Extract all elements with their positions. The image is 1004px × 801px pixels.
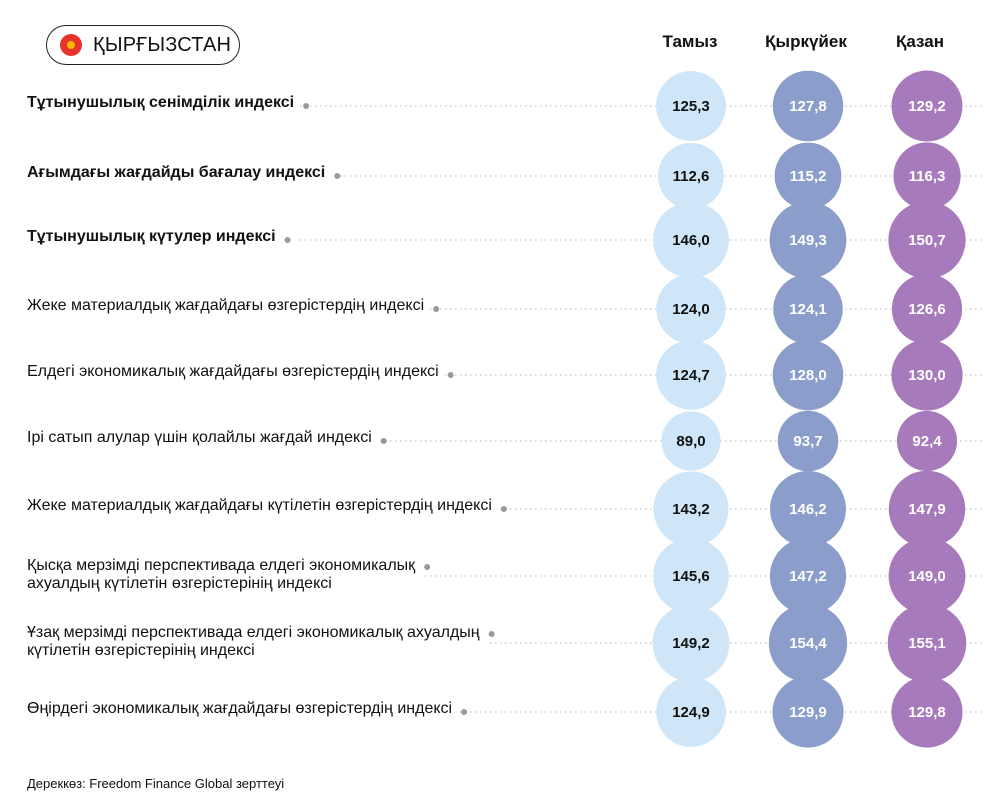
bubble-value-label: 149,0: [908, 568, 946, 585]
row-label: [27, 429, 378, 447]
row-marker-dot: [334, 173, 340, 179]
bubble-value-label: 89,0: [676, 433, 706, 450]
bubble-value-label: 155,1: [908, 635, 946, 652]
row-label-line: Ағымдағы жағдайды бағалау индексі: [27, 164, 326, 181]
month-header-october: Қазан: [896, 32, 944, 51]
bubble-value-label: 150,7: [908, 232, 946, 249]
bubble-value-label: 92,4: [912, 433, 942, 450]
bubble-value-label: 147,2: [789, 568, 827, 585]
row-label-line: ахуалдың күтілетін өзгерістерінің индексі: [27, 575, 332, 592]
row-marker-dot: [424, 564, 430, 570]
row-label: [27, 164, 331, 182]
month-header-september: Қыркүйек: [765, 32, 847, 51]
row-label-line: Өңірдегі экономикалық жағдайдағы өзгерістердің индексі: [27, 700, 453, 717]
bubble-value-label: 149,3: [789, 232, 827, 249]
bubble-value-label: 112,6: [672, 168, 710, 185]
bubble-value-label: 149,2: [672, 635, 710, 652]
row-label: [27, 497, 498, 515]
bubble-value-label: 154,4: [789, 635, 827, 652]
bubble-value-label: 145,6: [672, 568, 710, 585]
bubble-value-label: 93,7: [793, 433, 823, 450]
row-marker-dot: [448, 372, 454, 378]
row-marker-dot: [285, 237, 291, 243]
row-label: [27, 700, 458, 718]
country-name: ҚЫРҒЫЗСТАН: [93, 34, 232, 56]
bubble-value-label: 129,9: [789, 704, 827, 721]
bubble-value-label: 143,2: [672, 501, 710, 518]
source-note: Дереккөз: Freedom Finance Global зерттеуі: [27, 776, 285, 791]
row-marker-dot: [501, 506, 507, 512]
row-label: [27, 228, 282, 246]
row-label: [27, 557, 421, 593]
row-marker-dot: [381, 438, 387, 444]
bubble-value-label: 124,1: [789, 301, 827, 318]
row-label-line: Ірі сатып алулар үшін қолайлы жағдай индексі: [27, 429, 372, 446]
row-marker-dot: [461, 709, 467, 715]
bubble-value-label: 128,0: [789, 367, 827, 384]
row-label: [27, 624, 486, 660]
bubble-value-label: 129,8: [908, 704, 946, 721]
row-label-line: Жеке материалдық жағдайдағы өзгерістердің индексі: [27, 297, 425, 314]
row-label-line: Ұзақ мерзімді перспективада елдегі экономикалық ахуалдың: [27, 624, 480, 641]
bubble-value-label: 146,0: [672, 232, 710, 249]
month-header-august: Тамыз: [662, 32, 718, 51]
row-label-line: Жеке материалдық жағдайдағы күтілетін өзгерістердің индексі: [27, 497, 492, 514]
row-marker-dot: [489, 631, 495, 637]
row-label: [27, 94, 300, 112]
bubble-value-label: 124,0: [672, 301, 710, 318]
bubble-value-label: 115,2: [789, 168, 827, 185]
row-label-line: Қысқа мерзімді перспективада елдегі экономикалық: [27, 557, 416, 574]
bubble-value-label: 124,7: [672, 367, 710, 384]
row-label-line: Елдегі экономикалық жағдайдағы өзгерістердің индексі: [27, 363, 439, 380]
row-label: [27, 363, 445, 381]
bubble-value-label: 147,9: [908, 501, 946, 518]
row-label: [27, 297, 430, 315]
bubble-value-label: 126,6: [908, 301, 946, 318]
bubble-value-label: 116,3: [908, 168, 946, 185]
bubble-value-label: 146,2: [789, 501, 827, 518]
row-label-line: күтілетін өзгерістерінің индексі: [27, 642, 255, 659]
row-marker-dot: [433, 306, 439, 312]
row-label-line: Тұтынушылық сенімділік индексі: [27, 94, 295, 111]
bubble-value-label: 125,3: [672, 98, 710, 115]
bubble-value-label: 129,2: [908, 98, 946, 115]
bubble-value-label: 127,8: [789, 98, 827, 115]
row-marker-dot: [303, 103, 309, 109]
bubble-value-label: 130,0: [908, 367, 946, 384]
row-label-line: Тұтынушылық күтулер индексі: [27, 228, 276, 245]
bubble-value-label: 124,9: [672, 704, 710, 721]
